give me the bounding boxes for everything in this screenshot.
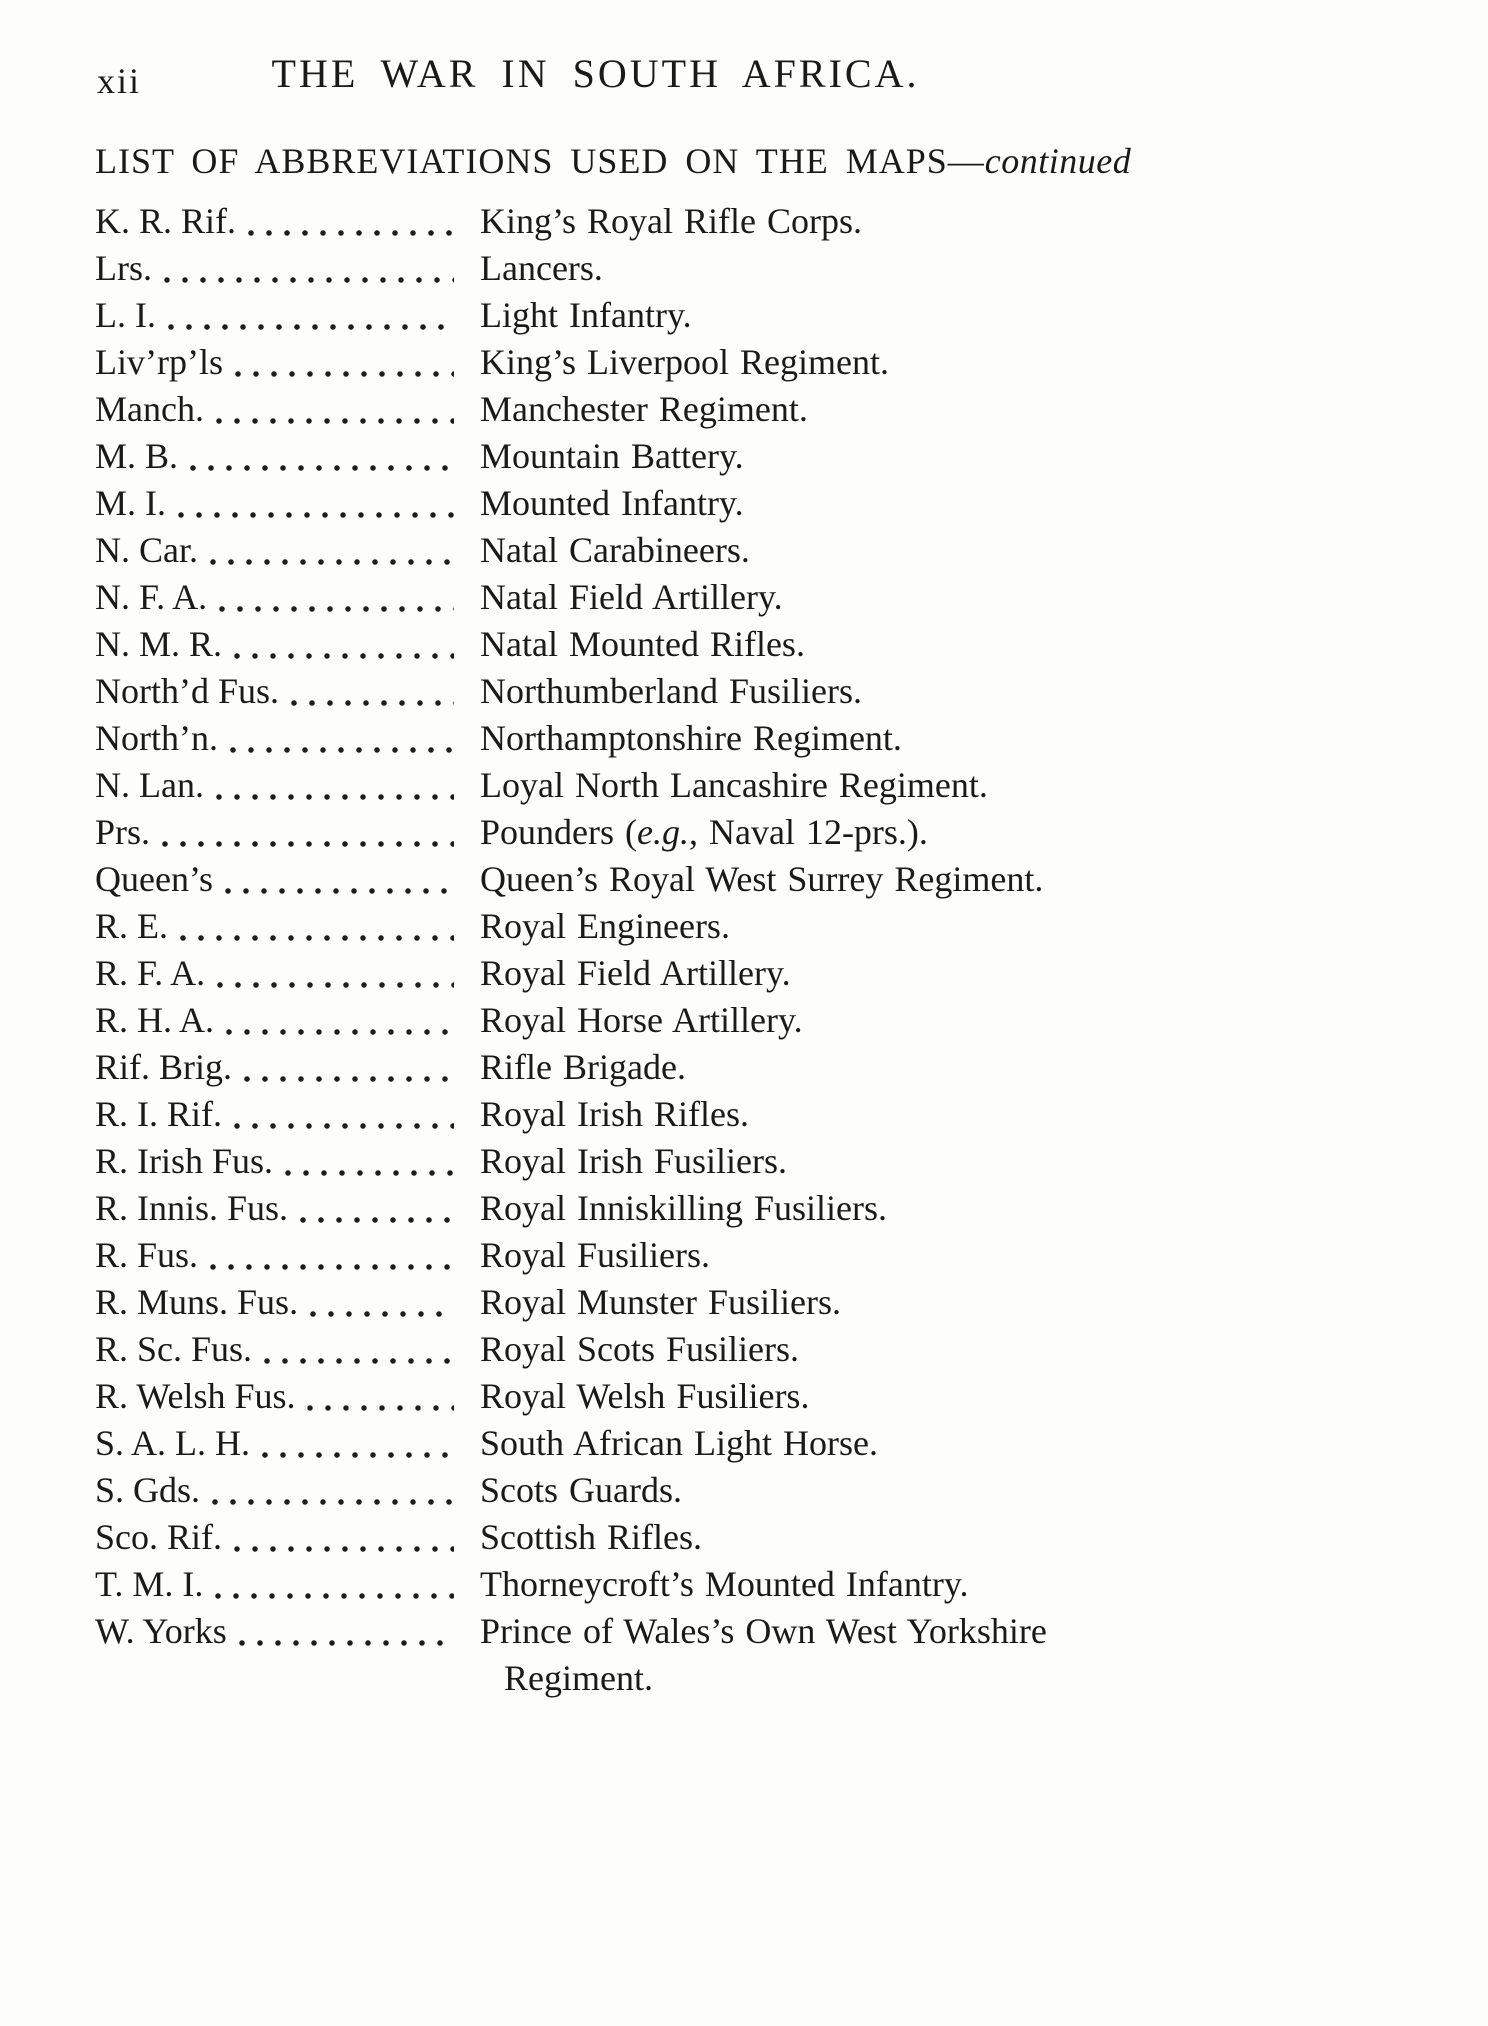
abbreviation-text: M. B.: [95, 436, 179, 476]
abbreviation-cell: [95, 668, 480, 715]
dot-leader: [210, 1232, 454, 1279]
definition-text: Queen’s Royal West Surrey Regiment.: [480, 859, 1044, 899]
definition-text: Royal Fusiliers.: [480, 1235, 711, 1275]
dot-leader: [212, 1467, 454, 1514]
dot-leader: [210, 527, 454, 574]
abbreviation-cell: [95, 1044, 480, 1091]
definition-text: Royal Horse Artillery.: [480, 1000, 803, 1040]
abbreviation-cell: [95, 1326, 480, 1373]
abbreviation-text: S. A. L. H.: [95, 1423, 251, 1463]
dot-leader: [168, 292, 454, 339]
abbreviation-text: K. R. Rif.: [95, 201, 237, 241]
definition-text: Pounders (e.g., Naval 12-prs.).: [480, 812, 928, 852]
abbreviation-row: [95, 809, 1096, 856]
abbreviation-row: [95, 198, 1096, 245]
definition-text: Loyal North Lancashire Regiment.: [480, 765, 988, 805]
abbreviation-cell: [95, 762, 480, 809]
abbreviation-text: R. Muns. Fus.: [95, 1282, 299, 1322]
abbreviation-row: [95, 1326, 1096, 1373]
dot-leader: [300, 1185, 454, 1232]
abbreviation-cell: [95, 433, 480, 480]
abbreviation-cell: [95, 527, 480, 574]
abbreviation-list: [95, 198, 1096, 1702]
definition-text: King’s Liverpool Regiment.: [480, 342, 889, 382]
abbreviation-row: [95, 1232, 1096, 1279]
abbreviation-cell: [95, 198, 480, 245]
dot-leader: [234, 1514, 454, 1561]
page-number: xii: [97, 61, 142, 101]
abbreviation-row: [95, 903, 1096, 950]
page-header: [95, 50, 1096, 102]
dot-leader: [216, 386, 454, 433]
abbreviation-text: R. Innis. Fus.: [95, 1188, 289, 1228]
abbreviation-row: [95, 1467, 1096, 1514]
abbreviation-cell: [95, 292, 480, 339]
definition-text: Natal Mounted Rifles.: [480, 624, 805, 664]
abbreviation-cell: [95, 1561, 480, 1608]
definition-text: Royal Irish Fusiliers.: [480, 1141, 787, 1181]
abbreviation-row: [95, 245, 1096, 292]
abbreviation-text: R. I. Rif.: [95, 1094, 223, 1134]
definition-text: Light Infantry.: [480, 295, 692, 335]
abbreviation-text: R. Fus.: [95, 1235, 199, 1275]
abbreviation-row: [95, 1044, 1096, 1091]
list-title-text: LIST OF ABBREVIATIONS USED ON THE MAPS—: [95, 141, 985, 181]
dot-leader: [190, 433, 454, 480]
abbreviation-cell: [95, 715, 480, 762]
abbreviation-cell: [95, 903, 480, 950]
dot-leader: [234, 621, 454, 668]
abbreviation-row: [95, 997, 1096, 1044]
dot-leader: [215, 1561, 454, 1608]
abbreviation-text: Manch.: [95, 389, 204, 429]
dot-leader: [164, 245, 454, 292]
abbreviation-row: [95, 1608, 1096, 1702]
abbreviation-text: North’d Fus.: [95, 671, 280, 711]
definition-text: Natal Field Artillery.: [480, 577, 783, 617]
abbreviation-cell: [95, 950, 480, 997]
definition-text: Prince of Wales’s Own West Yorkshire Regiment.: [480, 1611, 1047, 1698]
definition-text: Mounted Infantry.: [480, 483, 744, 523]
abbreviation-row: [95, 1420, 1096, 1467]
abbreviation-cell: [95, 856, 480, 903]
abbreviation-text: L. I.: [95, 295, 156, 335]
abbreviation-cell: [95, 339, 480, 386]
dot-leader: [262, 1420, 454, 1467]
abbreviation-text: Queen’s: [95, 859, 213, 899]
dot-leader: [248, 198, 454, 245]
definition-text: Natal Carabineers.: [480, 530, 750, 570]
list-title: [95, 140, 1132, 182]
abbreviation-text: N. M. R.: [95, 624, 223, 664]
dot-leader: [216, 762, 454, 809]
abbreviation-row: [95, 1279, 1096, 1326]
definition-text: Royal Scots Fusiliers.: [480, 1329, 800, 1369]
abbreviation-row: [95, 1514, 1096, 1561]
dot-leader: [226, 997, 454, 1044]
abbreviation-cell: [95, 1232, 480, 1279]
abbreviation-text: Sco. Rif.: [95, 1517, 223, 1557]
definition-text: Royal Irish Rifles.: [480, 1094, 749, 1134]
abbreviation-text: T. M. I.: [95, 1564, 204, 1604]
abbreviation-text: Prs.: [95, 812, 151, 852]
abbreviation-row: [95, 527, 1096, 574]
definition-text: Northamptonshire Regiment.: [480, 718, 902, 758]
abbreviation-row: [95, 715, 1096, 762]
abbreviation-text: S. Gds.: [95, 1470, 201, 1510]
running-title: THE WAR IN SOUTH AFRICA.: [271, 51, 920, 96]
abbreviation-text: R. Welsh Fus.: [95, 1376, 296, 1416]
abbreviation-text: M. I.: [95, 483, 166, 523]
definition-text: Royal Engineers.: [480, 906, 730, 946]
definition-text: Royal Munster Fusiliers.: [480, 1282, 841, 1322]
abbreviation-cell: [95, 574, 480, 621]
abbreviation-text: R. Irish Fus.: [95, 1141, 274, 1181]
dot-leader: [234, 1091, 454, 1138]
dot-leader: [225, 856, 454, 903]
abbreviation-text: Liv’rp’ls: [95, 342, 223, 382]
abbreviation-row: [95, 574, 1096, 621]
dot-leader: [180, 903, 454, 950]
definition-text: Mountain Battery.: [480, 436, 744, 476]
abbreviation-cell: [95, 1091, 480, 1138]
abbreviation-row: [95, 621, 1096, 668]
definition-text: Rifle Brigade.: [480, 1047, 686, 1087]
abbreviation-cell: [95, 809, 480, 856]
abbreviation-cell: [95, 1185, 480, 1232]
abbreviation-text: R. E.: [95, 906, 169, 946]
dot-leader: [178, 480, 454, 527]
abbreviation-cell: [95, 997, 480, 1044]
abbreviation-text: W. Yorks: [95, 1611, 227, 1651]
abbreviation-row: [95, 1561, 1096, 1608]
abbreviation-cell: [95, 480, 480, 527]
abbreviation-row: [95, 386, 1096, 433]
abbreviation-cell: [95, 1514, 480, 1561]
abbreviation-text: Rif. Brig.: [95, 1047, 233, 1087]
abbreviation-cell: [95, 1373, 480, 1420]
list-title-continued-italic: continued: [984, 141, 1132, 181]
abbreviation-row: [95, 668, 1096, 715]
dot-leader: [307, 1373, 454, 1420]
definition-text: King’s Royal Rifle Corps.: [480, 201, 862, 241]
definition-text: Royal Welsh Fusiliers.: [480, 1376, 810, 1416]
abbreviation-row: [95, 339, 1096, 386]
abbreviation-cell: [95, 1420, 480, 1467]
dot-leader: [264, 1326, 454, 1373]
abbreviation-text: R. Sc. Fus.: [95, 1329, 253, 1369]
definition-text: Northumberland Fusiliers.: [480, 671, 862, 711]
abbreviation-cell: [95, 621, 480, 668]
dot-leader: [162, 809, 454, 856]
abbreviation-row: [95, 762, 1096, 809]
definition-text: South African Light Horse.: [480, 1423, 878, 1463]
dot-leader: [219, 574, 454, 621]
dot-leader: [310, 1279, 454, 1326]
dot-leader: [285, 1138, 454, 1185]
abbreviation-row: [95, 292, 1096, 339]
abbreviation-row: [95, 856, 1096, 903]
abbreviation-text: R. F. A.: [95, 953, 206, 993]
dot-leader: [291, 668, 454, 715]
abbreviation-text: Lrs.: [95, 248, 152, 288]
dot-leader: [217, 950, 454, 997]
dot-leader: [235, 339, 454, 386]
abbreviation-cell: [95, 1608, 480, 1655]
abbreviation-row: [95, 1138, 1096, 1185]
abbreviation-row: [95, 480, 1096, 527]
abbreviation-row: [95, 1091, 1096, 1138]
definition-text: Scots Guards.: [480, 1470, 682, 1510]
abbreviation-text: N. Car.: [95, 530, 198, 570]
dot-leader: [244, 1044, 454, 1091]
dot-leader: [239, 1608, 454, 1655]
abbreviation-cell: [95, 245, 480, 292]
definition-text: Lancers.: [480, 248, 603, 288]
abbreviation-text: N. Lan.: [95, 765, 204, 805]
definition-text: Manchester Regiment.: [480, 389, 808, 429]
definition-text: Thorneycroft’s Mounted Infantry.: [480, 1564, 969, 1604]
definition-text: Scottish Rifles.: [480, 1517, 703, 1557]
abbreviation-row: [95, 1185, 1096, 1232]
definition-text: Royal Inniskilling Fusiliers.: [480, 1188, 888, 1228]
definition-text: Royal Field Artillery.: [480, 953, 791, 993]
abbreviation-cell: [95, 1467, 480, 1514]
abbreviation-row: [95, 1373, 1096, 1420]
abbreviation-text: North’n.: [95, 718, 218, 758]
abbreviation-row: [95, 950, 1096, 997]
abbreviation-text: R. H. A.: [95, 1000, 215, 1040]
abbreviation-cell: [95, 1279, 480, 1326]
abbreviation-cell: [95, 386, 480, 433]
abbreviation-text: N. F. A.: [95, 577, 208, 617]
abbreviation-cell: [95, 1138, 480, 1185]
dot-leader: [230, 715, 454, 762]
abbreviation-row: [95, 433, 1096, 480]
